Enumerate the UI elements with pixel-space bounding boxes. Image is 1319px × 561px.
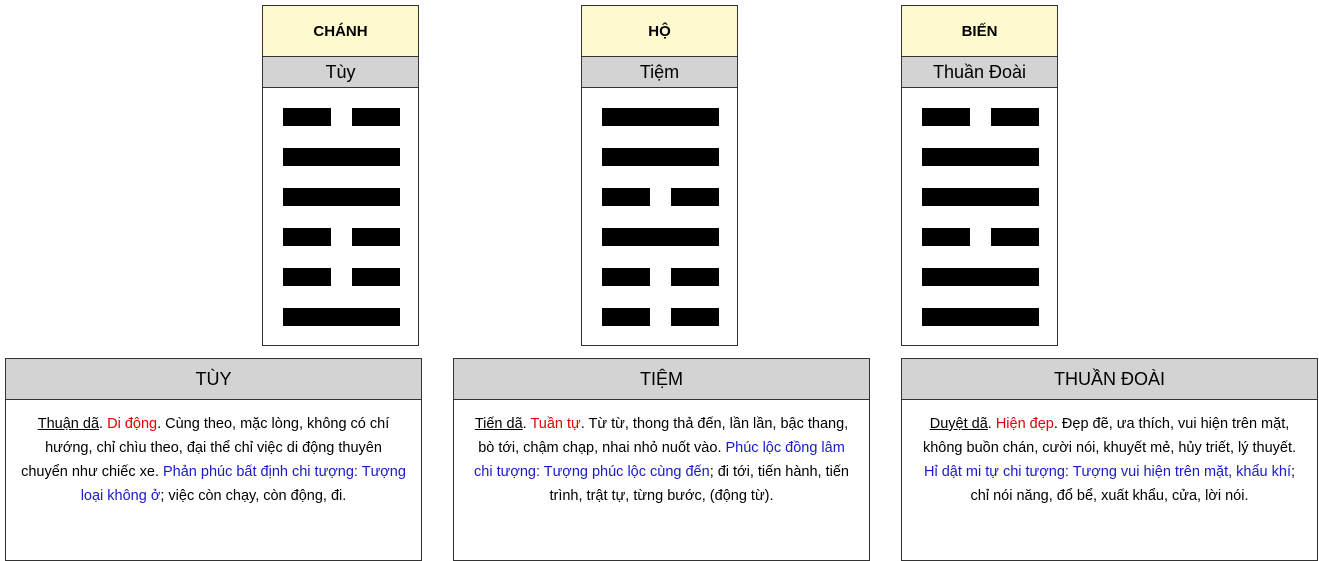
solid-line <box>602 108 719 126</box>
card-role: BIẾN <box>902 6 1057 57</box>
solid-line <box>602 148 719 166</box>
panel-text <box>454 400 869 508</box>
broken-line <box>283 108 400 126</box>
line-segment <box>602 188 650 206</box>
line-segment <box>602 308 650 326</box>
line-segment <box>283 108 331 126</box>
line-segment <box>352 268 400 286</box>
broken-line <box>283 228 400 246</box>
card-role: HỘ <box>582 6 737 57</box>
line-segment <box>283 268 331 286</box>
line-segment <box>602 228 719 246</box>
panel-text <box>902 400 1317 508</box>
solid-line <box>283 308 400 326</box>
line-segment <box>922 308 1039 326</box>
body-text: . Cùng theo, mặc lòng, không có chí hướng, chỉ chìu theo, đại thể chỉ việc di động thuyên chuyển như chiếc xe. <box>21 416 390 480</box>
description-panel-thuan-doai <box>901 358 1318 561</box>
line-segment <box>283 228 331 246</box>
line-segment <box>922 108 970 126</box>
highlight-term: Di động <box>107 416 158 432</box>
broken-line <box>283 268 400 286</box>
line-segment <box>922 148 1039 166</box>
solid-line <box>922 148 1039 166</box>
broken-line <box>602 308 719 326</box>
solid-line <box>283 188 400 206</box>
hexagram-card-bien <box>901 5 1058 346</box>
body-text: . <box>987 416 996 432</box>
keyword: Duyệt dã <box>929 416 988 432</box>
body-text: ; đi tới, tiến hành, tiến trình, trật tự, từng bước, (động từ). <box>549 464 849 504</box>
image-phrase: Phản phúc bất định chi tượng: Tượng loại không ở <box>80 464 406 504</box>
body-text: ; chỉ nói năng, đổ bể, xuất khẩu, cửa, lời nói. <box>970 464 1296 504</box>
broken-line <box>922 108 1039 126</box>
line-segment <box>283 148 400 166</box>
panel-title: THUẦN ĐOÀI <box>902 359 1317 400</box>
line-segment <box>283 188 400 206</box>
line-segment <box>352 228 400 246</box>
body-text: . Đẹp đẽ, ưa thích, vui hiện trên mặt, không buồn chán, cười nói, khuyết mẻ, hủy triết, lý thuyết. <box>922 416 1297 456</box>
image-phrase: Hỉ dật mi tự chi tượng: Tượng vui hiện trên mặt, khẩu khí <box>923 464 1291 480</box>
image-phrase: Phúc lộc đồng lâm chi tượng: Tượng phúc lộc cùng đến <box>474 440 845 480</box>
line-segment <box>671 308 719 326</box>
highlight-term: Tuần tự <box>530 416 581 432</box>
hexagram-card-chanh <box>262 5 419 346</box>
hexagram-card-ho <box>581 5 738 346</box>
body-text: ; việc còn chạy, còn động, đi. <box>160 488 347 504</box>
line-segment <box>922 268 1039 286</box>
broken-line <box>922 228 1039 246</box>
body-text: . <box>99 416 108 432</box>
body-text: . Từ từ, thong thả đến, lần lần, bậc thang, bò tới, chậm chạp, nhai nhỏ nuốt vào. <box>478 416 849 456</box>
broken-line <box>602 268 719 286</box>
solid-line <box>922 268 1039 286</box>
highlight-term: Hiện đẹp <box>995 416 1054 432</box>
panel-title: TÙY <box>6 359 421 400</box>
broken-line <box>602 188 719 206</box>
solid-line <box>922 188 1039 206</box>
line-segment <box>602 108 719 126</box>
line-segment <box>352 108 400 126</box>
panel-text <box>6 400 421 508</box>
line-segment <box>922 188 1039 206</box>
solid-line <box>602 228 719 246</box>
card-role: CHÁNH <box>263 6 418 57</box>
line-segment <box>671 188 719 206</box>
panel-title: TIỆM <box>454 359 869 400</box>
keyword: Thuận dã <box>37 416 100 432</box>
keyword: Tiến dã <box>474 416 523 432</box>
card-name: Thuần Đoài <box>902 57 1057 88</box>
line-segment <box>602 148 719 166</box>
line-segment <box>991 108 1039 126</box>
line-segment <box>283 308 400 326</box>
line-segment <box>991 228 1039 246</box>
body-text: . <box>522 416 531 432</box>
solid-line <box>283 148 400 166</box>
line-segment <box>602 268 650 286</box>
solid-line <box>922 308 1039 326</box>
description-panel-tiem <box>453 358 870 561</box>
line-segment <box>671 268 719 286</box>
card-name: Tùy <box>263 57 418 88</box>
description-panel-tuy <box>5 358 422 561</box>
card-name: Tiệm <box>582 57 737 88</box>
line-segment <box>922 228 970 246</box>
